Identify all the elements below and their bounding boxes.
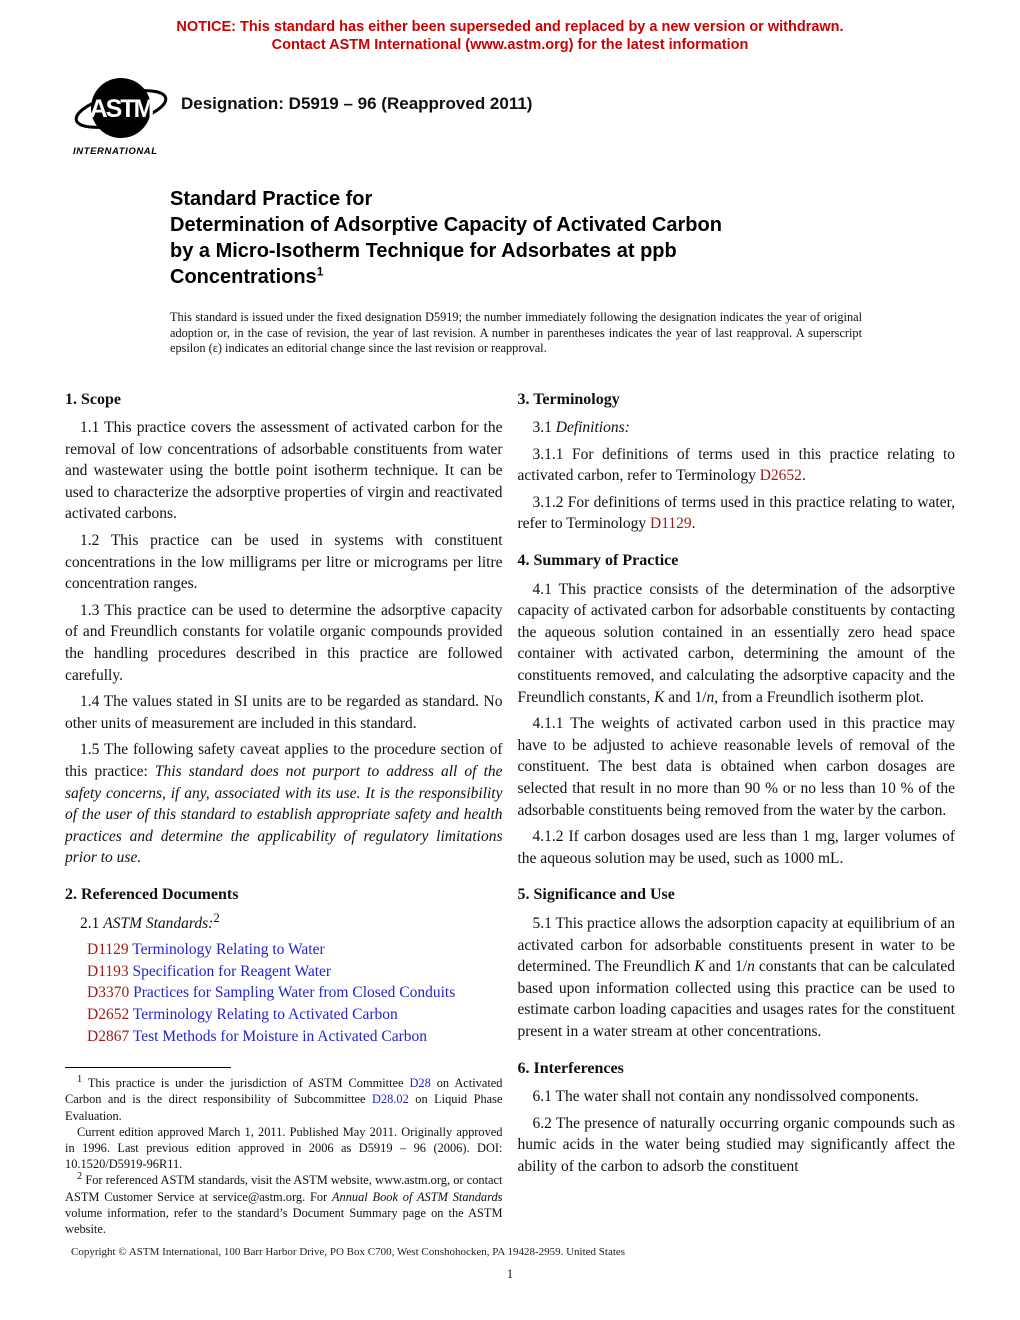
designation-line: Designation: D5919 – 96 (Reapproved 2011) [181, 94, 533, 113]
freundlich-n-symbol: n [706, 688, 715, 706]
committee-d28-link[interactable]: D28 [409, 1076, 431, 1091]
paragraph-3-1-number: 3.1 [532, 419, 556, 437]
title-line-1: Standard Practice for [170, 188, 373, 210]
title-line-3: by a Micro-Isotherm Technique for Adsorbates at ppb [170, 240, 677, 262]
paragraph-3-1-2 [518, 492, 956, 535]
withdrawal-notice-line2: Contact ASTM International (www.astm.org) for the latest information [271, 37, 749, 53]
reference-code-link[interactable]: D1129 [87, 941, 129, 959]
footnote-2-book-title: Annual Book of ASTM Standards [331, 1189, 503, 1204]
footnote-2-text-a: For referenced ASTM standards, visit the ASTM website, www.astm.org, or contact ASTM Customer Service at service@astm.org. For [65, 1173, 503, 1204]
paragraph-4-1 [518, 579, 956, 709]
footnote-1-text-a: This practice is under the jurisdiction of ASTM Committee [82, 1076, 410, 1091]
footnote-1-text-b: on Activated Carbon and is the direct responsibility of Subcommittee [65, 1076, 503, 1107]
page-number: 1 [506, 1267, 514, 1281]
section-heading-scope: 1. Scope [65, 390, 121, 408]
paragraph-3-1-1-text: 3.1.1 For definitions of terms used in this practice relating to activated carbon, refer to Terminology [517, 445, 955, 485]
body-columns [65, 389, 955, 1238]
paragraph-5-1 [518, 913, 956, 1043]
paragraph-4-1-text-c: , from a Freundlich isotherm plot. [714, 688, 924, 706]
paragraph-6-2: 6.2 The presence of naturally occurring organic compounds such as humic acids in the water being studied may significantly affect the ability of the carbon to adsorb the constituent [517, 1114, 955, 1175]
issuing-note: This standard is issued under the fixed designation D5919; the number immediately following the designation indicates the year of original adoption or, in the case of revision, the year of last revision. A number in parentheses indicates the year of last reapproval. A superscript epsilon (ε) indicates an editorial change since the last revision or reapproval. [170, 310, 862, 355]
section-heading-interferences: 6. Interferences [517, 1059, 624, 1077]
reference-code-link[interactable]: D2867 [87, 1027, 130, 1045]
footnote-1-mark: 1 [77, 1074, 83, 1085]
paragraph-1-4: 1.4 The values stated in SI units are to be regarded as standard. No other units of measurement are included in this standard. [65, 693, 503, 732]
reference-item [65, 982, 503, 1004]
reference-code-link[interactable]: D1193 [87, 962, 129, 980]
reference-title-link[interactable]: Specification for Reagent Water [132, 962, 332, 980]
reference-title-link[interactable]: Test Methods for Moisture in Activated Carbon [132, 1027, 428, 1045]
copyright-line: Copyright © ASTM International, 100 Barr Harbor Drive, PO Box C700, West Conshohocken, PA 19428-2959. United States [71, 1246, 626, 1258]
paragraph-5-1-text-b: and 1/ [704, 958, 748, 976]
astm-logo-wordmark: INTERNATIONAL [73, 146, 158, 157]
footnote-2-text-b: volume information, refer to the standard’s Document Summary page on the ASTM website. [65, 1205, 503, 1236]
section-heading-summary: 4. Summary of Practice [517, 552, 679, 570]
astm-logo-icon [73, 72, 173, 150]
standard-title [170, 186, 955, 290]
paragraph-1-5-normal: 1.5 The following safety caveat applies to the procedure section of this practice: [65, 741, 503, 780]
footnote-2-mark: 2 [77, 1171, 83, 1183]
footnote-1-text-c: on Liquid Phase Evaluation. [65, 1092, 503, 1123]
reference-title-link[interactable]: Terminology Relating to Activated Carbon [132, 1005, 398, 1023]
paragraph-4-1-text-b: and 1/ [664, 688, 707, 706]
title-line-4-text: Concentrations [170, 266, 317, 288]
footnotes [65, 1075, 503, 1237]
paragraph-4-1-2: 4.1.2 If carbon dosages used are less than 1 mg, larger volumes of the aqueous solution may be used, such as 1000 mL. [517, 828, 955, 867]
section-heading-referenced-documents: 2. Referenced Documents [65, 885, 239, 903]
terminology-d1129-link[interactable]: D1129 [650, 515, 692, 533]
footnote-separator [65, 1067, 231, 1068]
reference-item [65, 961, 503, 983]
right-column [518, 389, 956, 1238]
subcommittee-d2802-link[interactable]: D28.02 [371, 1092, 409, 1107]
paragraph-6-1: 6.1 The water shall not contain any nondissolved components. [532, 1088, 919, 1106]
paragraph-1-5 [65, 739, 503, 869]
section-heading-terminology: 3. Terminology [517, 390, 620, 408]
title-footnote-mark[interactable]: 1 [316, 264, 324, 279]
astm-logo [73, 72, 177, 157]
reference-title-link[interactable]: Terminology Relating to Water [132, 941, 325, 959]
paragraph-3-1 [518, 417, 956, 439]
terminology-d2652-link[interactable]: D2652 [759, 467, 802, 485]
paragraph-2-1-number: 2.1 [80, 914, 104, 932]
paragraph-1-1: 1.1 This practice covers the assessment of activated carbon for the removal of low concentrations of adsorbable constituents from water and wastewater using the bottle point isotherm technique. It can be used to characterize the adsorptive properties of virgin and reactivated activated carbons. [65, 419, 503, 523]
paragraph-1-5-caveat: This standard does not purport to address all of the safety concerns, if any, associated with its use. It is the responsibility of the user of this standard to establish appropriate safety and health practices and determine the applicability of regulatory limitations prior to use. [65, 763, 503, 867]
paragraph-1-3: 1.3 This practice can be used to determine the adsorptive capacity of and Freundlich constants for volatile organic compounds provided the handling procedures described in this practice are followed carefully. [65, 601, 503, 684]
section-heading-significance: 5. Significance and Use [517, 886, 675, 904]
left-column [65, 389, 503, 1238]
paragraph-5-1-text-c: constants that can be calculated based upon information collected using this practice can be used to estimate carbon loading capacities and usages rates for the constituent present in a water stream at other concentrations. [517, 958, 955, 1040]
paragraph-2-1 [65, 909, 503, 935]
reference-title-link[interactable]: Practices for Sampling Water from Closed Conduits [133, 984, 456, 1002]
paragraph-3-1-label: Definitions: [555, 419, 630, 437]
reference-code-link[interactable]: D3370 [87, 984, 130, 1002]
footnote-edition: Current edition approved March 1, 2011. Published May 2011. Originally approved in 1996. Last previous edition approved in 2006 as D5919 – 96 (2006). DOI: 10.1520/D5919-96R11. [65, 1124, 503, 1172]
paragraph-3-1-2-text: 3.1.2 For definitions of terms used in this practice relating to water, refer to Terminology [517, 493, 955, 533]
freundlich-k-symbol: K [694, 958, 705, 976]
reference-item [65, 1004, 503, 1026]
paragraph-1-2: 1.2 This practice can be used in systems with constituent concentrations in the low milligrams per litre or micrograms per litre concentration ranges. [65, 532, 503, 593]
document-header [65, 72, 955, 164]
svg-text:ASTM: ASTM [89, 95, 153, 123]
paragraph-2-1-footnote-mark[interactable]: 2 [213, 909, 220, 925]
paragraph-5-1-text-a: 5.1 This practice allows the adsorption capacity at equilibrium of an activated carbon for adsorbable constituents present in water to be determined. The Freundlich [517, 914, 955, 976]
reference-item [65, 939, 503, 961]
paragraph-2-1-label: ASTM Standards: [103, 914, 214, 932]
freundlich-k-symbol: K [653, 688, 665, 706]
paragraph-3-1-2-period: . [691, 515, 696, 533]
title-line-2: Determination of Adsorptive Capacity of Activated Carbon [170, 214, 722, 236]
title-line-4 [170, 264, 955, 290]
footnote-2 [65, 1172, 503, 1237]
paragraph-4-1-1: 4.1.1 The weights of activated carbon used in this practice may have to be adjusted to achieve reasonable levels of removal of the constituent. The best data is obtained when carbon dosages are selected that result in no more than 90 % or no less than 10 % of the adsorbable constituents being removed from the water by the carbon. [517, 715, 955, 819]
paragraph-3-1-1-period: . [801, 467, 806, 485]
reference-code-link[interactable]: D2652 [87, 1005, 130, 1023]
withdrawal-notice-line1: NOTICE: This standard has either been superseded and replaced by a new version or withdrawn. [176, 19, 844, 35]
paragraph-3-1-1 [518, 444, 956, 487]
footnote-1 [65, 1075, 503, 1124]
reference-item [65, 1026, 503, 1048]
paragraph-4-1-text-a: 4.1 This practice consists of the determination of the adsorptive capacity of activated carbon for adsorbable constituents by contacting the aqueous solution contained in an essentially zero head space container with activated carbon, determining the amount of the constituents removed, and calculating the adsorptive capacity and the Freundlich constants, [517, 580, 955, 706]
withdrawal-notice [65, 18, 955, 54]
freundlich-n-symbol: n [747, 958, 755, 976]
